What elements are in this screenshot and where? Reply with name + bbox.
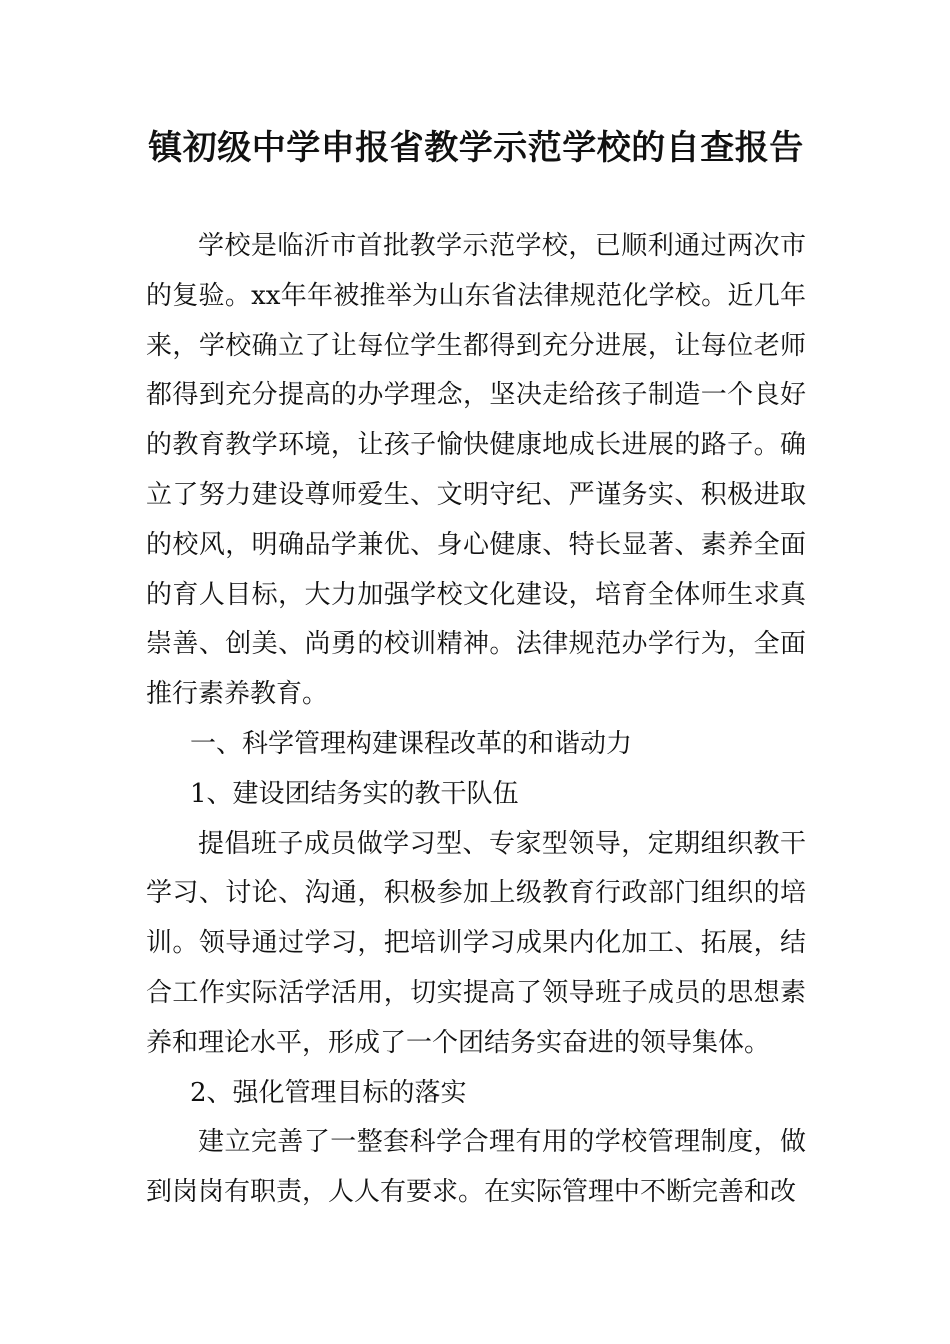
subsection-heading-2: 2、强化管理目标的落实 <box>190 1077 467 1108</box>
document-title: 镇初级中学申报省教学示范学校的自查报告 <box>148 128 804 168</box>
section-heading-1: 一、科学管理构建课程改革的和谐动力 <box>190 728 633 759</box>
paragraph-intro: 学校是临沂市首批教学示范学校，已顺利通过两次市的复验。xx年年被推举为山东省法律规范化学校。近几年来，学校确立了让每位学生都得到充分进展，让每位老师都得到充分提高的办学理念，坚决走给孩子制造一个良好的教育教学环境，让孩子愉快健康地成长进展的路子。确立了努力建设尊师爱生、文明守纪、严谨务实、积极进取的校风，明确品学兼优、身心健康、特长显著、素养全面的育人目标，大力加强学校文化建设，培育全体师生求真崇善、创美、尚勇的校训精神。法律规范办学行为，全面推行素养教育。 <box>146 231 806 710</box>
subsection-heading-1: 1、建设团结务实的教干队伍 <box>190 778 519 809</box>
document-body <box>146 222 806 1218</box>
paragraph-management: 建立完善了一整套科学合理有用的学校管理制度，做到岗岗有职责，人人有要求。在实际管理中不断完善和改 <box>146 1127 806 1208</box>
paragraph-team: 提倡班子成员做学习型、专家型领导，定期组织教干学习、讨论、沟通，积极参加上级教育行政部门组织的培训。领导通过学习，把培训学习成果内化加工、拓展，结合工作实际活学活用，切实提高了领导班子成员的思想素养和理论水平，形成了一个团结务实奋进的领导集体。 <box>146 828 806 1058</box>
